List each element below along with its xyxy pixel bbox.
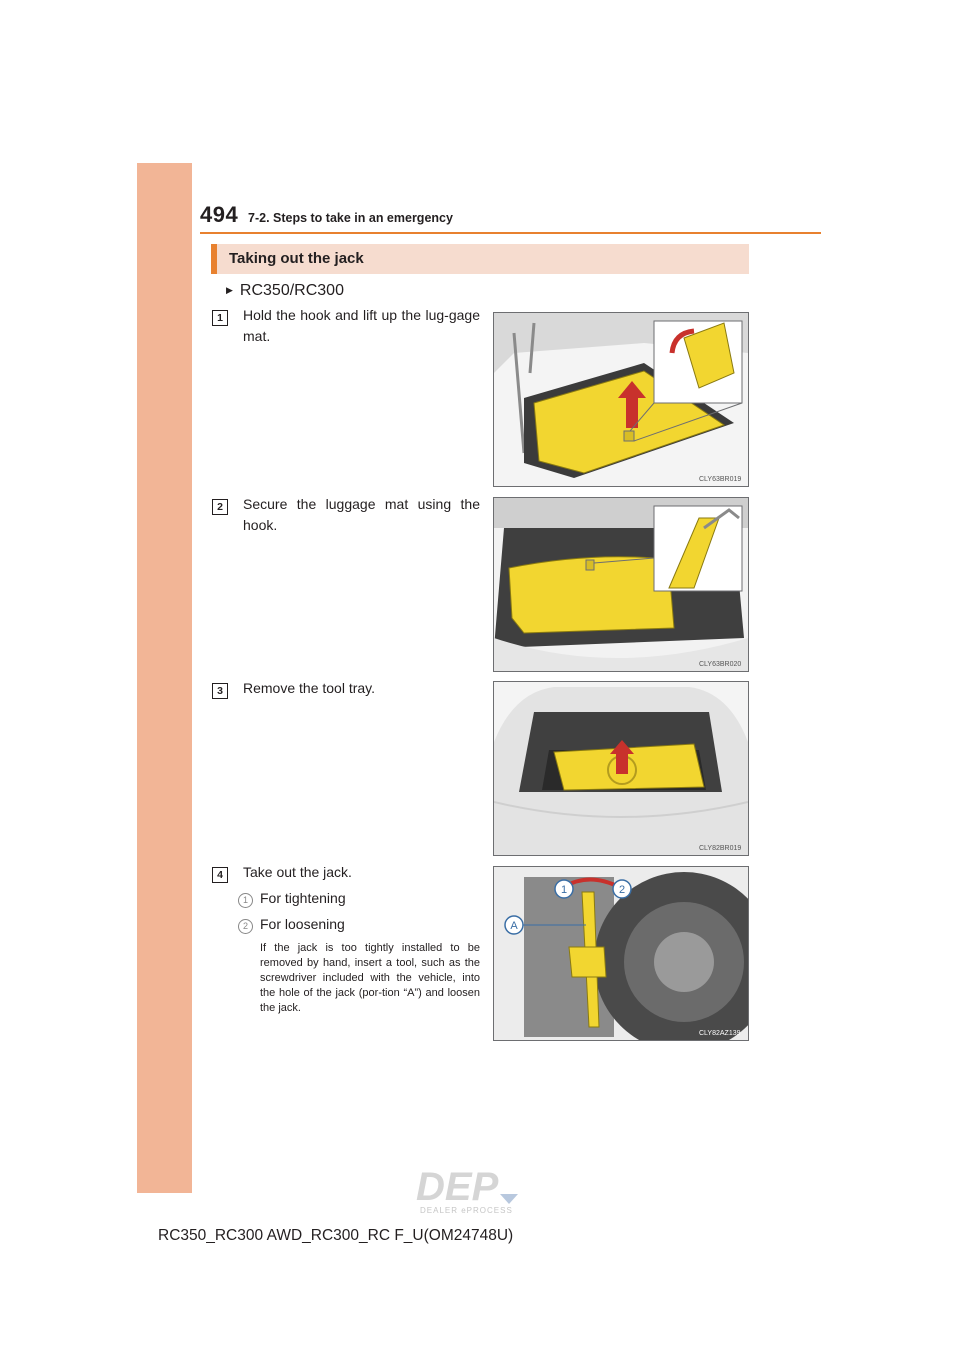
step-number-3: 3 [212, 683, 228, 699]
watermark-logo [414, 1164, 546, 1221]
callout-a: A [510, 920, 518, 932]
step-text-4: Take out the jack. [243, 864, 352, 880]
step-4-illustration [493, 866, 749, 1041]
step-2-image-code: CLY63BR020 [699, 661, 742, 668]
model-label: RC350/RC300 [239, 282, 344, 299]
model-line [226, 282, 344, 300]
callout-1: 1 [560, 884, 568, 896]
watermark-subtext: DEALER ePROCESS [420, 1206, 513, 1215]
page-number: 494 [200, 202, 239, 227]
step-1-illustration [493, 312, 749, 487]
callout-2: 2 [618, 884, 626, 896]
step-2-illustration [493, 497, 749, 672]
section-title-bar [211, 244, 749, 274]
step-1-image-code: CLY63BR019 [699, 476, 742, 483]
item-label-loosening: For loosening [260, 916, 345, 932]
item-number-1: 1 [238, 893, 253, 908]
step-3-image-code: CLY82BR019 [699, 845, 742, 852]
step-text-1: Hold the hook and lift up the lug-gage mat. [243, 307, 480, 344]
page-footer: RC350_RC300 AWD_RC300_RC F_U(OM24748U) [158, 1227, 514, 1244]
step-3-illustration [493, 681, 749, 856]
step-number-4: 4 [212, 867, 228, 883]
step-number-2: 2 [212, 499, 228, 515]
step-number-1: 1 [212, 310, 228, 326]
item-label-tightening: For tightening [260, 890, 346, 906]
section-header: 7-2. Steps to take in an emergency [248, 211, 453, 225]
watermark-text: DEP [416, 1165, 499, 1209]
step-4-image-code: CLY82AZ139 [699, 1030, 741, 1037]
triangle-bullet-icon: ▶ [226, 285, 233, 295]
section-title: Taking out the jack [229, 250, 364, 267]
step-4-note: If the jack is too tightly installed to be removed by hand, insert a tool, such as the screwdriver included with the vehicle, into the hole of the jack (por-tion “A”) and loosen the jack. [260, 942, 480, 1014]
step-text-3: Remove the tool tray. [243, 680, 376, 696]
header-rule [200, 232, 821, 234]
item-number-2: 2 [238, 919, 253, 934]
step-text-2: Secure the luggage mat using the hook. [243, 496, 480, 533]
side-band [137, 163, 192, 1193]
